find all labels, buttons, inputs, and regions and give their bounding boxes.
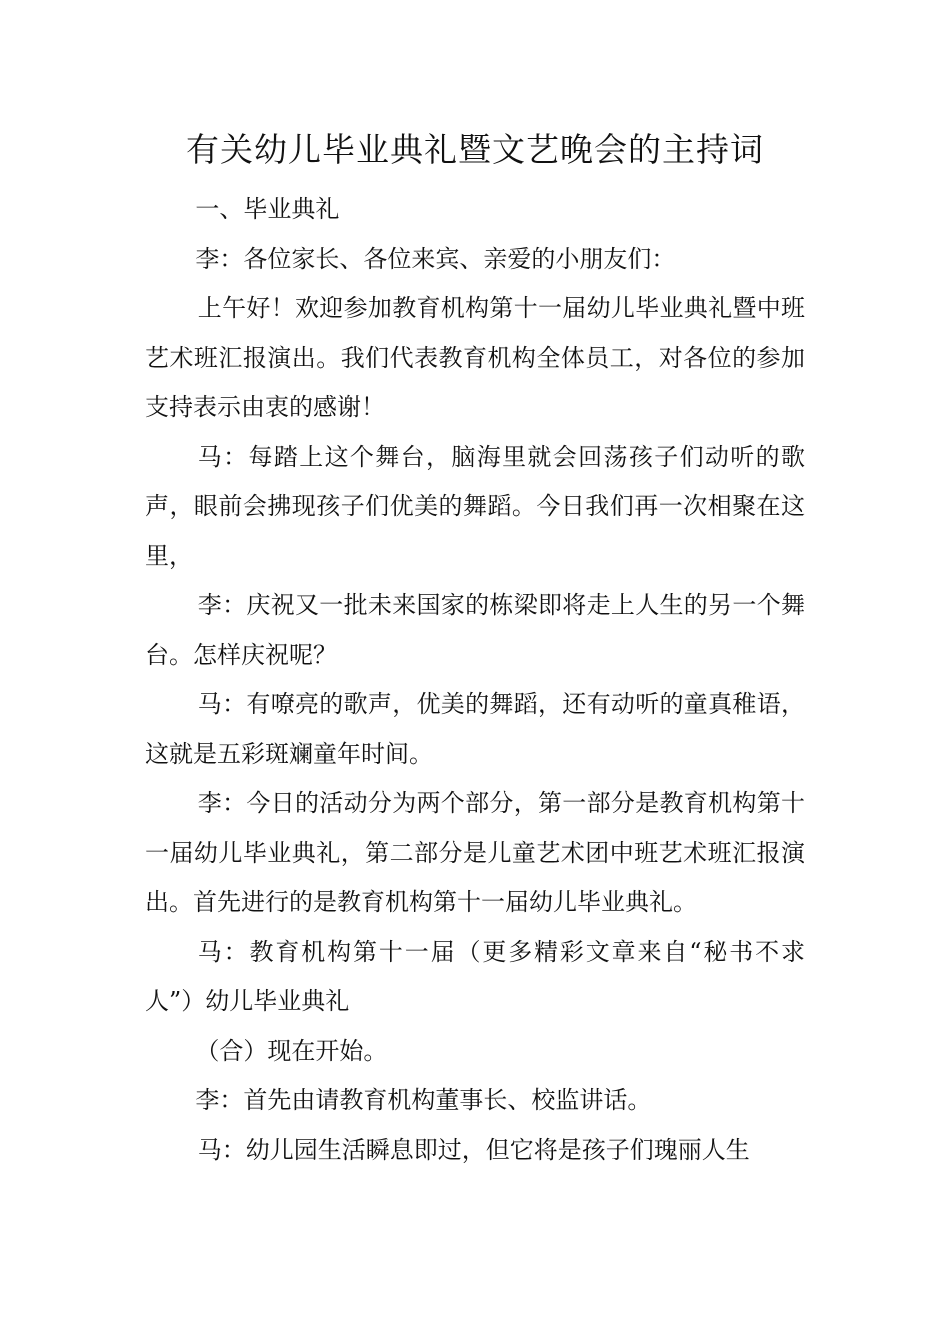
paragraph: 上午好！欢迎参加教育机构第十一届幼儿毕业典礼暨中班艺术班汇报演出。我们代表教育机构全体员工，对各位的参加支持表示由衷的感谢！ xyxy=(145,294,805,421)
paragraph: 李：各位家长、各位来宾、亲爱的小朋友们： xyxy=(195,244,676,273)
paragraph: 马：有嘹亮的歌声，优美的舞蹈，还有动听的童真稚语，这就是五彩斑斓童年时间。 xyxy=(145,690,805,768)
section-heading: 一、毕业典礼 xyxy=(195,195,340,223)
paragraph: 马：教育机构第十一届（更多精彩文章来自“秘书不求人”）幼儿毕业典礼 xyxy=(145,937,805,1015)
paragraph: 马：幼儿园生活瞬息即过，但它将是孩子们瑰丽人生 xyxy=(197,1135,750,1164)
paragraph: 李：庆祝又一批未来国家的栋梁即将走上人生的另一个舞台。怎样庆祝呢？ xyxy=(145,591,805,669)
paragraph: 马：每踏上这个舞台，脑海里就会回荡孩子们动听的歌声，眼前会拂现孩子们优美的舞蹈。今日我们再一次相聚在这里， xyxy=(145,442,805,570)
paragraph: 李：今日的活动分为两个部分，第一部分是教育机构第十一届幼儿毕业典礼，第二部分是儿童艺术团中班艺术班汇报演出。首先进行的是教育机构第十一届幼儿毕业典礼。 xyxy=(145,789,805,916)
document-title: 有关幼儿毕业典礼暨文艺晚会的主持词 xyxy=(186,130,764,169)
paragraph: （合）现在开始。 xyxy=(195,1036,388,1065)
paragraph: 李：首先由请教育机构董事长、校监讲话。 xyxy=(195,1086,652,1114)
